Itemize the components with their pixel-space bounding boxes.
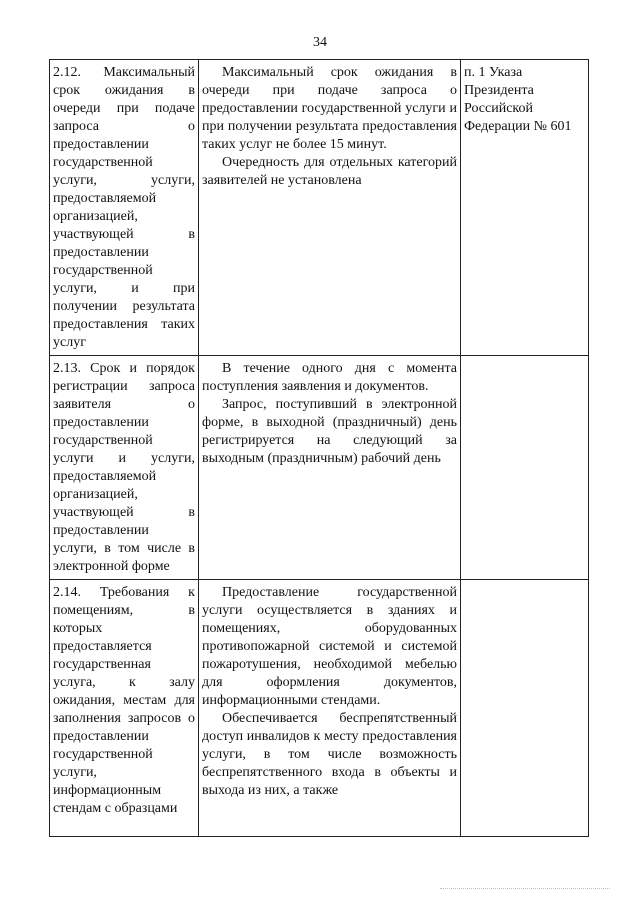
content-paragraph: Предоставление государственной услуги осуществляется в зданиях и помещениях, оборудованных противопожарной системой и системой пожаротушения, необходимой мебелью для оформления документов, информационными стендами. [202,585,457,708]
table-row [50,580,589,837]
content-paragraph: Запрос, поступивший в электронной форме, в выходной (праздничный) день регистрируется на следующий за выходным (праздничным) рабочий день [202,397,457,466]
content-paragraph: В течение одного дня с момента поступления заявления и документов. [202,361,457,394]
content-paragraph: Очередность для отдельных категорий заявителей не установлена [202,155,457,188]
requirements-table [49,59,589,837]
row-reference-cell [461,60,589,356]
content-paragraph: Обеспечивается беспрепятственный доступ инвалидов к месту предоставления услуги, в том числе возможность беспрепятственного входа в объекты и выхода из них, а также [202,711,457,798]
row-reference-cell [461,580,589,837]
row-content-cell [199,580,461,837]
content-paragraph: Максимальный срок ожидания в очереди при подаче запроса о предоставлении государственной услуги и при получении результата предоставления таких услуг не более 15 минут. [202,65,457,152]
row-content-cell [199,356,461,580]
table-row [50,60,589,356]
row-label: 2.12. Максимальный срок ожидания в очереди при подаче запроса о предоставлении государственной услуги, услуги, предоставляемой организацией, участвующей в предоставлении государственной услуги, и при получении результата предоставления таких услуг [53,65,195,350]
table-row [50,356,589,580]
legal-reference: п. 1 Указа Президента Российской Федерации № 601 [464,65,572,134]
row-label-cell [50,580,199,837]
scan-artifact [440,880,610,889]
row-label: 2.13. Срок и порядок регистрации запроса заявителя о предоставлении государственной услуги и услуги, предоставляемой организацией, участвующей в предоставлении услуги, в том числе в электронной форме [53,361,195,574]
row-label: 2.14. Требования к помещениям, в которых предоставляется государственная услуга, к залу ожидания, местам для заполнения запросов о предоставлении государственной услуги, информационным стендам с образцами [53,585,195,816]
page-number: 34 [313,35,327,50]
row-reference-cell [461,356,589,580]
row-label-cell [50,356,199,580]
row-label-cell [50,60,199,356]
row-content-cell [199,60,461,356]
